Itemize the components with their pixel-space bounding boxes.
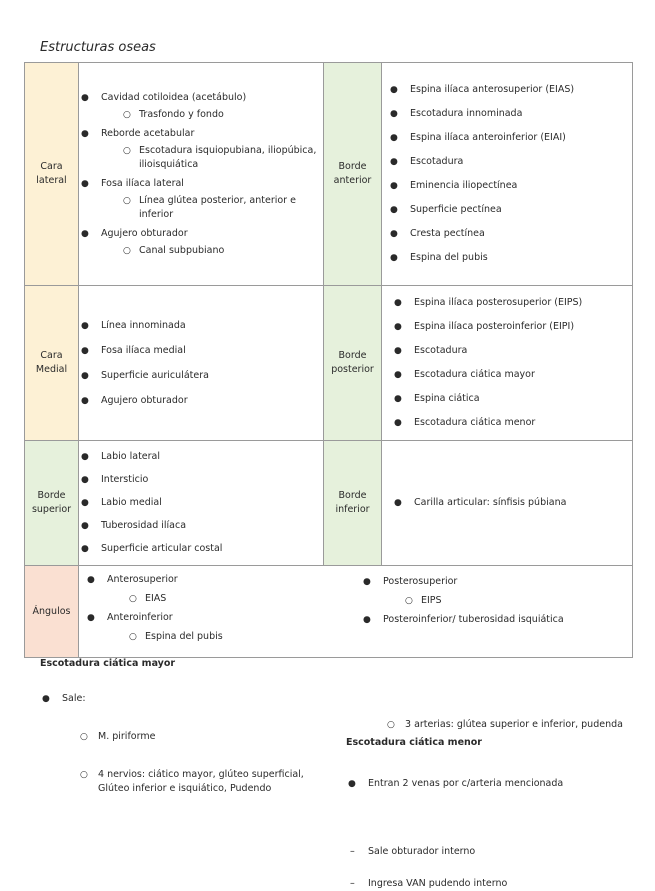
borde-superior-header: Borde superior: [25, 441, 79, 566]
list-item: ● Escotadura innominada: [388, 107, 632, 121]
borde-inferior-list: [382, 441, 633, 566]
borde-posterior-header: Borde posterior: [324, 286, 382, 441]
list-item: ● Espina ciática: [392, 392, 632, 406]
list-item: ● Eminencia iliopectínea: [388, 179, 632, 193]
bone-structures-table: [24, 62, 633, 658]
mayor-title: Escotadura ciática mayor: [40, 658, 176, 669]
mayor-bullet: ● Sale:: [40, 692, 655, 706]
mayor-sub-item: ○ M. piriforme: [78, 730, 655, 744]
list-item: ● Fosa ilíaca lateral ○ Línea glútea posterior, anterior e inferior: [79, 177, 323, 222]
list-item: ● Anteroinferior ○ Espina del pubis: [85, 611, 361, 644]
cara-lateral-list: [79, 63, 324, 286]
sub-list-item: ○ Canal subpubiano: [101, 244, 323, 258]
list-item: ● Espina ilíaca posterosuperior (EIPS): [392, 296, 632, 310]
list-item: ● Fosa ilíaca medial: [79, 344, 323, 358]
sub-list-item: ○ Espina del pubis: [107, 630, 361, 644]
list-item: ● Línea innominada: [79, 319, 323, 333]
sub-list-item: ○ Trasfondo y fondo: [101, 108, 323, 122]
borde-inferior-header: Borde inferior: [324, 441, 382, 566]
list-item: ● Posteroinferior/ tuberosidad isquiática: [361, 613, 631, 627]
arteries-sub-item: ○ 3 arterias: glútea superior e inferior, pudenda: [385, 718, 635, 732]
menor-title: Escotadura ciática menor: [346, 737, 482, 748]
list-item: ● Espina ilíaca anteroinferior (EIAI): [388, 131, 632, 145]
borde-superior-list: [79, 441, 324, 566]
page-title: Estructuras oseas: [40, 40, 156, 55]
sub-list-item: ○ Escotadura isquiopubiana, iliopúbica, ilioisquiática: [101, 144, 323, 172]
angulos-content: [79, 566, 633, 658]
list-item: ● Anterosuperior ○ EIAS: [85, 573, 361, 606]
list-item: ● Superficie articular costal: [79, 542, 323, 556]
sub-list-item: ○ EIAS: [107, 592, 361, 606]
list-item: ● Reborde acetabular ○ Escotadura isquiopubiana, iliopúbica, ilioisquiática: [79, 127, 323, 172]
list-item: ● Espina ilíaca posteroinferior (EIPI): [392, 320, 632, 334]
list-item: ● Escotadura: [392, 344, 632, 358]
angulos-header: Ángulos: [25, 566, 79, 658]
list-item: ● Intersticio: [79, 473, 323, 487]
cara-medial-header: Cara Medial: [25, 286, 79, 441]
sub-list-item: ○ EIPS: [383, 594, 631, 608]
list-item: ● Espina ilíaca anterosuperior (EIAS): [388, 83, 632, 97]
angulos-left: [85, 570, 361, 649]
list-item: ● Cavidad cotiloidea (acetábulo) ○ Trasfondo y fondo: [79, 91, 323, 122]
borde-anterior-header: Borde anterior: [324, 63, 382, 286]
cara-medial-list: [79, 286, 324, 441]
menor-dash-item: – Ingresa VAN pudendo interno: [346, 877, 655, 891]
list-item: ● Cresta pectínea: [388, 227, 632, 241]
list-item: ● Espina del pubis: [388, 251, 632, 265]
angulos-right: [361, 570, 631, 649]
list-item: ● Agujero obturador: [79, 394, 323, 408]
list-item: ● Superficie auriculátera: [79, 369, 323, 383]
list-item: ● Escotadura: [388, 155, 632, 169]
list-item: ● Labio lateral: [79, 450, 323, 464]
list-item: ● Labio medial: [79, 496, 323, 510]
mayor-sub-item: ○ 4 nervios: ciático mayor, glúteo superficial, Glúteo inferior e isquiático, Pudendo: [78, 768, 328, 796]
sub-list-item: ○ Línea glútea posterior, anterior e inferior: [101, 194, 323, 222]
borde-posterior-list: [382, 286, 633, 441]
menor-dash-item: – Sale obturador interno: [346, 845, 655, 859]
list-item: ● Carilla articular: sínfisis púbiana: [392, 496, 632, 510]
veins-bullet: ● Entran 2 venas por c/arteria mencionada: [346, 777, 655, 791]
cara-lateral-header: Cara lateral: [25, 63, 79, 286]
list-item: ● Escotadura ciática menor: [392, 416, 632, 430]
list-item: ● Posterosuperior ○ EIPS: [361, 575, 631, 608]
list-item: ● Superficie pectínea: [388, 203, 632, 217]
borde-anterior-list: [382, 63, 633, 286]
list-item: ● Escotadura ciática mayor: [392, 368, 632, 382]
list-item: ● Tuberosidad ilíaca: [79, 519, 323, 533]
list-item: ● Agujero obturador ○ Canal subpubiano: [79, 227, 323, 258]
